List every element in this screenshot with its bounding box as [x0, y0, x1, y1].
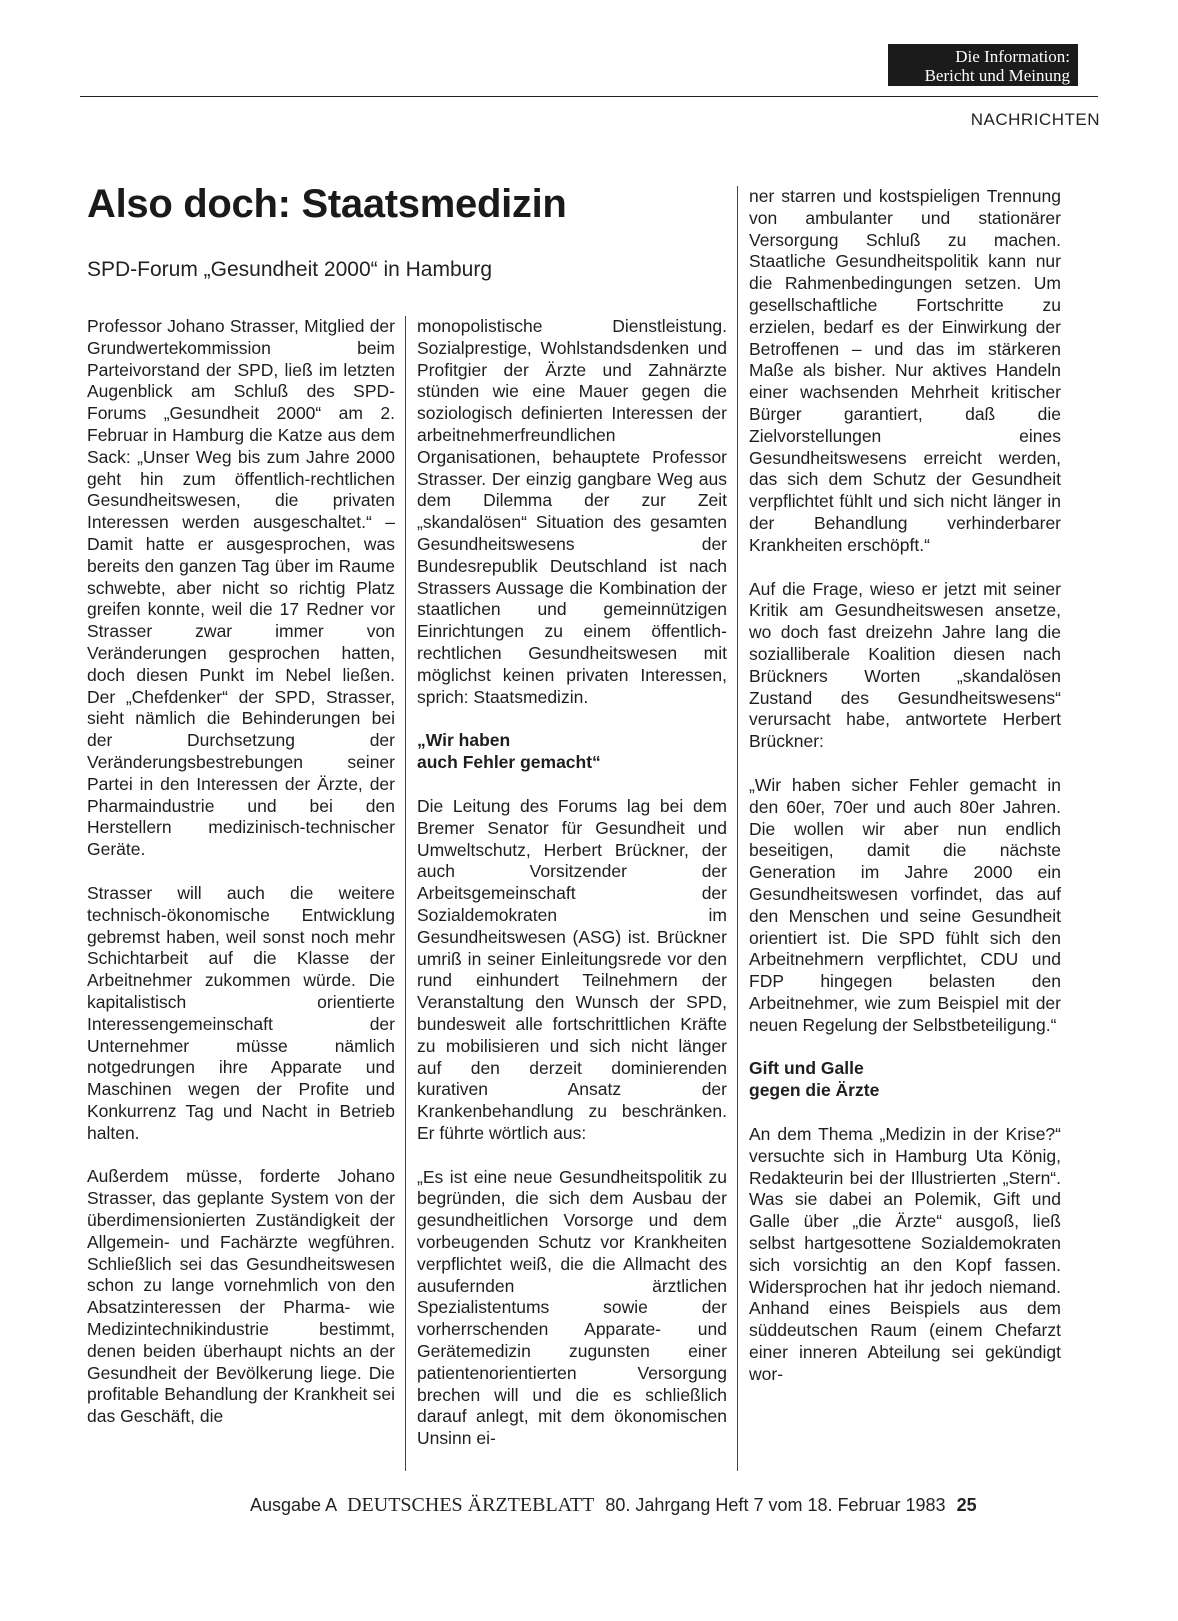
section-label: NACHRICHTEN	[970, 110, 1100, 129]
paragraph: ner starren und kostspieligen Trennung von ambulanter und stationärer Versorgung Schluß zu machen. Staatliche Gesundheitspolitik kann nur die Rahmenbedingungen setzen. Um gesellschaftliche Fortschritte zu erzielen, bedarf es der Einwirkung der Betroffenen – und das im stärkeren Maße als bisher. Nur aktives Handeln einer wachsenden Mehrheit kritischer Bürger garantiert, daß die Zielvorstellungen eines Gesundheitswesens erreicht werden, das sich dem Schutz der Gesundheit verpflichtet fühlt und sich nicht länger in der Behandlung verhinderbarer Krankheiten erschöpft.“	[749, 186, 1061, 555]
paragraph: Auf die Frage, wieso er jetzt mit seiner Kritik am Gesundheitswesen ansetze, wo doch fast dreizehn Jahre lang die sozialliberale Koalition diesen nach Brückners Worten „skandalösen Zustand des Gesundheitswesens“ verursacht habe, antwortete Herbert Brückner:	[749, 578, 1061, 752]
paragraph: „Wir haben sicher Fehler gemacht in den 60er, 70er und auch 80er Jahren. Die wollen wir aber nun endlich beseitigen, damit die nächste Generation im Jahre 2000 ein Gesundheitswesen vorfindet, das auf den Menschen und seine Gesundheit orientiert ist. Die SPD fühlt sich den Arbeitnehmern verpflichtet, CDU und FDP hingegen belasten den Arbeitnehmer, wie zum Beispiel mit der neuen Regelung der Selbstbeteiligung.“	[749, 774, 1061, 1035]
subheading-line: Gift und Galle	[749, 1058, 864, 1079]
paragraph: An dem Thema „Medizin in der Krise?“ versuchte sich in Hamburg Uta König, Redakteurin bei der Illustrierten „Stern“. Was sie dabei an Polemik, Gift und Galle über „die Ärzte“ ausgoß, ließ selbst hartgesottene Sozialdemokraten sich vorsichtig an den Kopf fassen. Widersprochen hat ihr jedoch niemand. Anhand eines Beispiels aus dem süddeutschen Raum (einem Chefarzt einer inneren Abteilung sei gekündigt wor-	[749, 1124, 1061, 1384]
subheading-line: auch Fehler gemacht“	[417, 752, 601, 773]
footer-publication: DEUTSCHES ÄRZTEBLATT	[347, 1494, 595, 1516]
footer-issue: 80. Jahrgang Heft 7 vom 18. Februar 1983	[605, 1495, 946, 1515]
subheading-gift-und-galle	[749, 1058, 1061, 1102]
page-footer	[250, 1494, 977, 1517]
rubric-line-2: Bericht und Meinung	[924, 66, 1070, 85]
paragraph: Die Leitung des Forums lag bei dem Bremer Senator für Gesundheit und Umweltschutz, Herbert Brückner, der auch Vorsitzender der Arbeitsgemeinschaft der Sozialdemokraten im Gesundheitswesen (ASG) ist. Brückner umriß in seiner Einleitungsrede vor den rund einhundert Teilnehmern der Veranstaltung den Wunsch der SPD, bundesweit alle fortschrittlichen Kräfte zu mobilisieren und sich nicht länger auf den derzeit dominierenden kurativen Ansatz der Krankenbehandlung zu beschränken. Er führte wörtlich aus:	[417, 795, 727, 1143]
page-number: 25	[956, 1495, 977, 1515]
header-rule	[80, 96, 1098, 97]
paragraph: Strasser will auch die weitere technisch-ökonomische Entwicklung gebremst haben, weil sonst noch mehr Schichtarbeit auf die Klasse der Arbeitnehmer zukommen würde. Die kapitalistisch orientierte Interessengemeinschaft der Unternehmer müsse nämlich notgedrungen ihre Apparate und Maschinen wegen der Profite und Konkurrenz Tag und Nacht in Betrieb halten.	[87, 882, 395, 1143]
footer-edition: Ausgabe A	[250, 1495, 337, 1515]
paragraph: Außerdem müsse, forderte Johano Strasser, das geplante System von der überdimensionierten Zuständigkeit der Allgemein- und Fachärzte wegführen. Schließlich sei das Gesundheitswesen schon zu lange vornehmlich von den Absatzinteressen der Pharma- wie Medizintechnikindustrie bestimmt, denen beiden überhaupt nichts an der Gesundheit der Bevölkerung liege. Die profitable Behandlung der Krankheit sei das Geschäft, die	[87, 1166, 395, 1427]
paragraph: „Es ist eine neue Gesundheitspolitik zu begründen, die sich dem Ausbau der gesundheitlichen Vorsorge und dem vorbeugenden Schutz vor Krankheiten verpflichtet weiß, die die Allmacht des ausufernden ärztlichen Spezialistentums sowie der vorherrschenden Apparate- und Gerätemedizin zugunsten einer patientenorientierten Versorgung brechen will und die es schließlich darauf anlegt, mit dem ökonomischen Unsinn ei-	[417, 1166, 727, 1449]
subheading-fehler	[417, 730, 727, 774]
paragraph: monopolistische Dienstleistung. Sozialprestige, Wohlstandsdenken und Profitgier der Ärzte und Zahnärzte stünden wie eine Mauer gegen die soziologisch definierten Interessen der arbeitnehmerfreundlichen Organisationen, behauptete Professor Strasser. Der einzig gangbare Weg aus dem Dilemma der zur Zeit „skandalösen“ Situation des gesamten Gesundheitswesens der Bundesrepublik Deutschland ist nach Strassers Aussage die Kombination der staatlichen und gemeinnützigen Einrichtungen zu einem öffentlich-rechtlichen Gesundheitswesen mit möglichst keinen privaten Interessen, sprich: Staatsmedizin.	[417, 316, 727, 707]
subheading-line: gegen die Ärzte	[749, 1080, 880, 1101]
text-column-2	[417, 316, 727, 1472]
text-column-1	[87, 316, 395, 1450]
rubric-line-1: Die Information:	[955, 47, 1070, 66]
header-rubric-box	[888, 44, 1078, 86]
article-title: Also doch: Staatsmedizin	[87, 182, 567, 226]
subheading-line: „Wir haben	[417, 730, 511, 751]
paragraph: Professor Johano Strasser, Mitglied der Grundwertekommission beim Parteivorstand der SPD, ließ im letzten Augenblick am Schluß des SPD-Forums „Gesundheit 2000“ am 2. Februar in Hamburg die Katze aus dem Sack: „Unser Weg bis zum Jahre 2000 geht hin zum öffentlich-rechtlichen Gesundheitswesen, die privaten Interessen werden ausgeschaltet.“ – Damit hatte er ausgesprochen, was bereits den ganzen Tag über im Raume schwebte, aber nicht so richtig Platz greifen konnte, weil die 17 Redner vor Strasser zwar immer von Veränderungen gesprochen hatten, doch diesen Punkt im Nebel ließen. Der „Chefdenker“ der SPD, Strasser, sieht nämlich die Behinderungen bei der Durchsetzung der Veränderungsbestrebungen seiner Partei in den Interessen der Ärzte, der Pharmaindustrie und bei den Herstellern medizinisch-technischer Geräte.	[87, 316, 395, 860]
column-divider	[405, 316, 406, 1471]
text-column-3	[749, 186, 1061, 1408]
column-divider	[737, 186, 738, 1471]
article-subtitle: SPD-Forum „Gesundheit 2000“ in Hamburg	[87, 258, 493, 281]
